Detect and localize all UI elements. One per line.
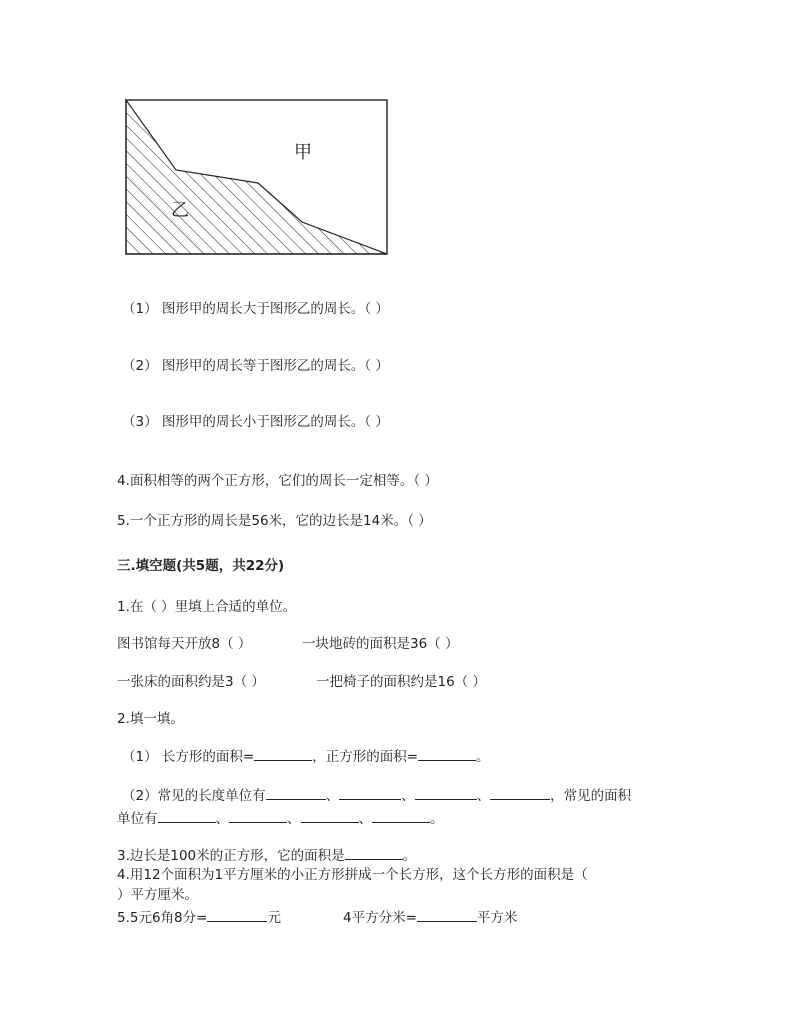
- period: 。: [402, 848, 417, 864]
- question-3-1: （1） 图形甲的周长大于图形乙的周长。（ ）: [122, 301, 389, 317]
- question-4: 4.面积相等的两个正方形，它们的周长一定相等。（ ）: [117, 473, 438, 489]
- answer-blank[interactable]: [372, 808, 430, 823]
- fill-1-b: 一块地砖的面积是36（ ）: [302, 636, 459, 652]
- answer-blank[interactable]: [301, 808, 359, 823]
- answer-blank[interactable]: [418, 746, 476, 761]
- fill-2-1: [122, 746, 490, 766]
- fill-3-prefix: 3.边长是100米的正方形，它的面积是: [117, 848, 345, 864]
- answer-blank[interactable]: [417, 907, 477, 922]
- answer-blank[interactable]: [229, 808, 287, 823]
- label-jia: 甲: [294, 142, 312, 163]
- fill-3: [117, 845, 416, 865]
- fill-2-1-mid: ，正方形的面积=: [312, 749, 419, 765]
- answer-blank[interactable]: [266, 785, 326, 800]
- answer-blank[interactable]: [490, 785, 550, 800]
- answer-blank[interactable]: [345, 845, 403, 860]
- fill-2-2-line2: [117, 808, 444, 828]
- separator: 、: [401, 788, 415, 804]
- fill-4-line2: ）平方厘米。: [117, 887, 198, 903]
- fill-2-2-mid: ，常见的面积: [550, 788, 632, 804]
- section-title: 三.填空题(共5题，共22分): [117, 558, 285, 574]
- fill-2-intro: 2.填一填。: [117, 711, 184, 727]
- answer-blank[interactable]: [415, 785, 477, 800]
- period: 。: [430, 811, 444, 827]
- fill-2-2-line1: [122, 785, 631, 805]
- separator: 、: [476, 788, 491, 804]
- fill-5-b: [343, 907, 517, 927]
- fill-5-b-prefix: 4平方分米=: [343, 910, 417, 926]
- separator: 、: [358, 811, 372, 827]
- separator: 、: [215, 811, 229, 827]
- answer-blank[interactable]: [207, 907, 267, 922]
- fill-5-a-prefix: 5.5元6角8分=: [117, 910, 208, 926]
- fill-2-2-prefix: （2）常见的长度单位有: [122, 788, 266, 804]
- question-3-3: （3） 图形甲的周长小于图形乙的周长。（ ）: [122, 414, 389, 430]
- question-3-2: （2） 图形甲的周长等于图形乙的周长。（ ）: [122, 358, 389, 374]
- question-5: 5.一个正方形的周长是56米，它的边长是14米。（ ）: [117, 513, 432, 529]
- fill-4-line1: 4.用12个面积为1平方厘米的小正方形拼成一个长方形，这个长方形的面积是（: [117, 867, 588, 883]
- answer-blank[interactable]: [158, 808, 216, 823]
- fill-1-d: 一把椅子的面积约是16（ ）: [316, 674, 486, 690]
- answer-blank[interactable]: [339, 785, 401, 800]
- label-yi: 乙: [171, 200, 189, 221]
- region-yi: [126, 100, 387, 254]
- fill-1-intro: 1.在（ ）里填上合适的单位。: [117, 599, 297, 615]
- fill-5-a-unit: 元: [267, 910, 281, 926]
- separator: 、: [287, 811, 301, 827]
- separator: 、: [325, 788, 340, 804]
- fill-1-c: 一张床的面积约是3（ ）: [117, 674, 265, 690]
- fill-2-1-end: 。: [476, 749, 490, 765]
- fill-2-2-line2-prefix: 单位有: [117, 811, 158, 827]
- fill-5-b-unit: 平方米: [476, 910, 518, 926]
- fill-5-a: [117, 907, 281, 927]
- fill-2-1-prefix: （1） 长方形的面积=: [122, 749, 255, 765]
- figure-diagram: [124, 98, 390, 258]
- answer-blank[interactable]: [254, 746, 312, 761]
- fill-1-a: 图书馆每天开放8（ ）: [117, 636, 252, 652]
